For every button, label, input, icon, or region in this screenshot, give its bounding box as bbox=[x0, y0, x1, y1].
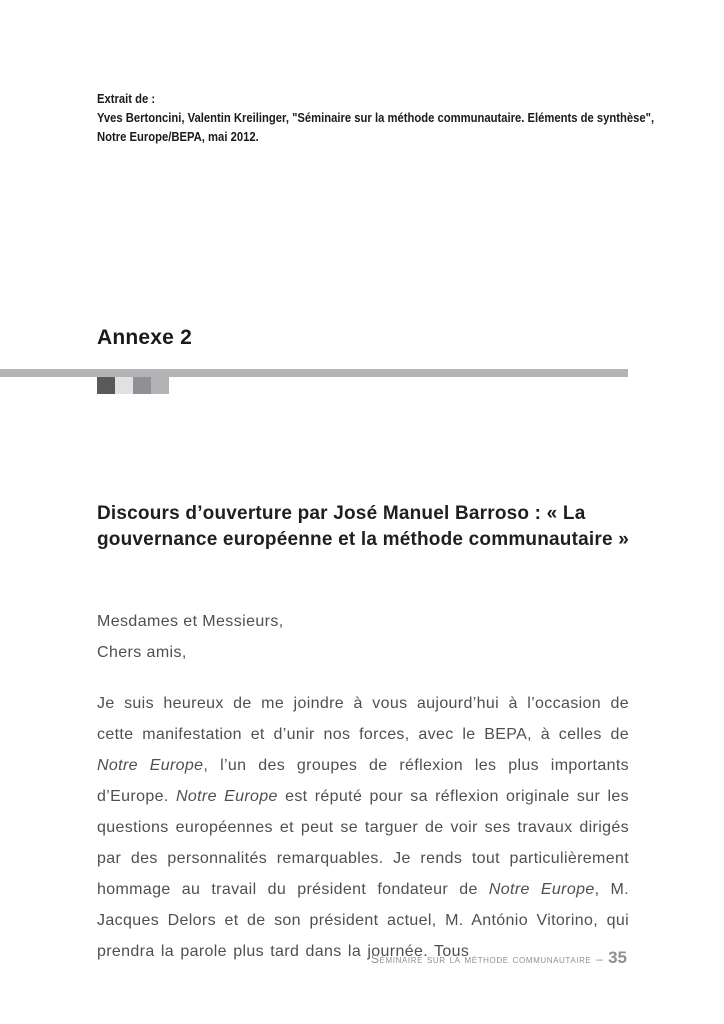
page-footer bbox=[371, 948, 627, 968]
salutation-block bbox=[97, 606, 284, 668]
body-paragraph: Je suis heureux de me joindre à vous aujourd’hui à l’occasion de cette manifestation et d’unir nos forces, avec le BEPA, à celles de Notre Europe, l’un des groupes de réflexion les plus importants d’Europe. Notre Europe est réputé pour sa réflexion originale sur les questions européennes et peut se targuer de voir ses travaux dirigés par des personnalités remarquables. Je rends tout particulièrement hommage au travail du président fondateur de Notre Europe, M. Jacques Delors et de son président actuel, M. António Vitorino, qui prendra la parole plus tard dans la journée. Tous bbox=[97, 695, 629, 960]
color-square-light bbox=[115, 377, 133, 394]
decorative-squares bbox=[97, 377, 169, 394]
salutation-line-1: Mesdames et Messieurs, bbox=[97, 613, 284, 630]
annexe-heading: Annexe 2 bbox=[97, 326, 192, 349]
footer-page-number: 35 bbox=[608, 948, 627, 967]
footer-separator: – bbox=[596, 952, 604, 966]
citation-line-3: Notre Europe/BEPA, mai 2012. bbox=[97, 130, 259, 144]
color-square-dark bbox=[97, 377, 115, 394]
citation-block bbox=[97, 90, 654, 147]
document-title: Discours d’ouverture par José Manuel Barroso : « La gouvernance européenne et la méthode communautaire » bbox=[97, 503, 629, 550]
color-square-medium bbox=[133, 377, 151, 394]
citation-line-2: Yves Bertoncini, Valentin Kreilinger, "Séminaire sur la méthode communautaire. Eléments de synthèse", bbox=[97, 111, 655, 125]
footer-running-title: Séminaire sur la méthode communautaire bbox=[370, 952, 592, 966]
color-square-gray bbox=[151, 377, 169, 394]
decorative-rule-bar bbox=[0, 369, 628, 377]
citation-line-1: Extrait de : bbox=[97, 92, 156, 106]
salutation-line-2: Chers amis, bbox=[97, 644, 187, 661]
